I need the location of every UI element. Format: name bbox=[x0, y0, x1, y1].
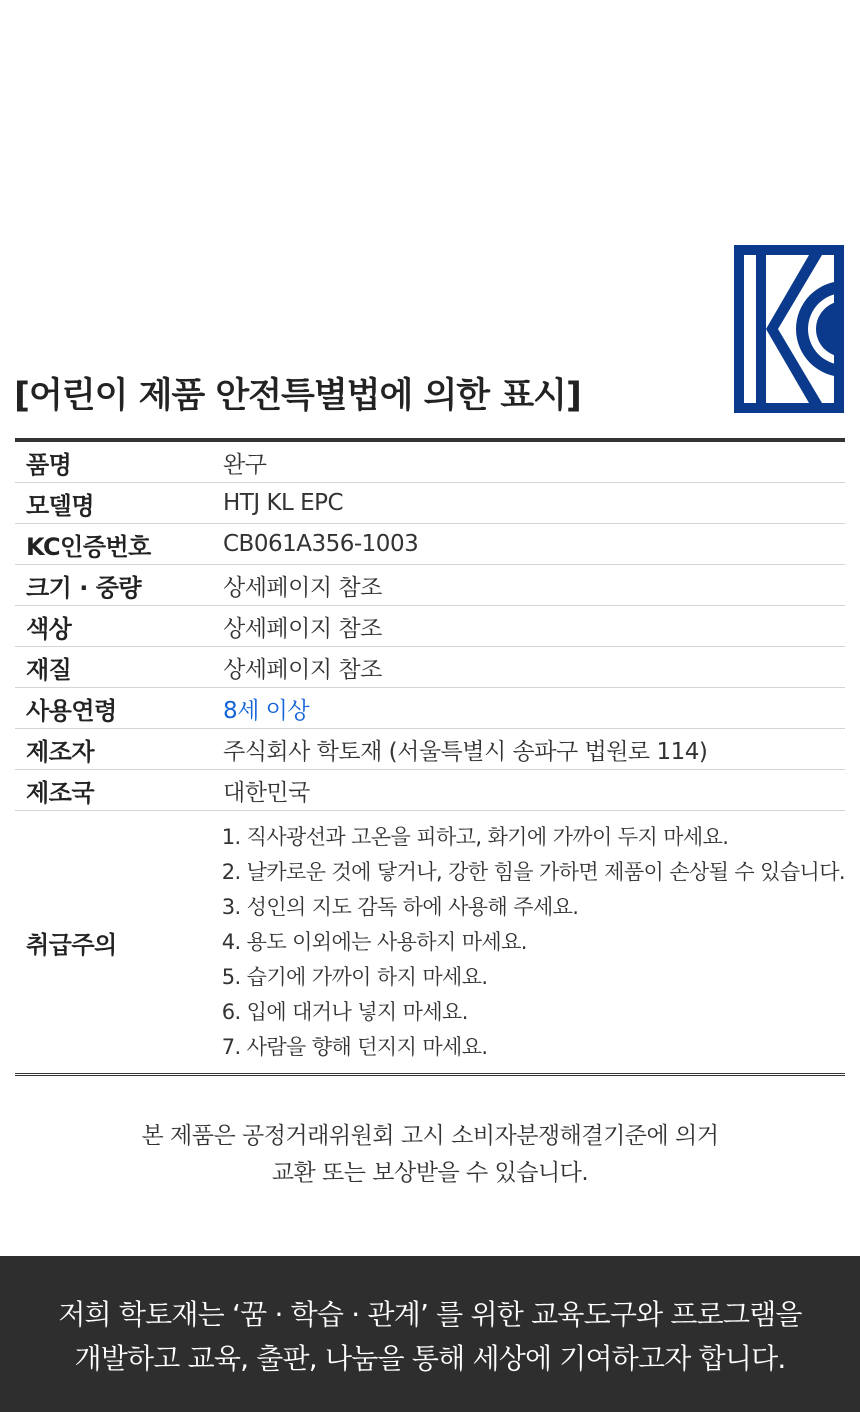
spec-row-size-weight bbox=[15, 565, 845, 606]
caution-item: 1. 직사광선과 고온을 피하고, 화기에 가까이 두지 마세요. bbox=[221, 824, 729, 849]
spec-label: 제조국 bbox=[26, 778, 95, 807]
spec-label: KC인증번호 bbox=[26, 532, 151, 561]
caution-item: 7. 사람을 향해 던지지 마세요. bbox=[221, 1034, 488, 1059]
spec-label: 색상 bbox=[26, 614, 72, 643]
spec-value: 대한민국 bbox=[223, 779, 310, 806]
caution-item: 6. 입에 대거나 넣지 마세요. bbox=[221, 999, 468, 1024]
caution-item: 2. 날카로운 것에 닿거나, 강한 힘을 가하면 제품이 손상될 수 있습니다. bbox=[221, 859, 845, 884]
spec-row-kc-number bbox=[15, 524, 845, 565]
page-title: [어린이 제품 안전특별법에 의한 표시] bbox=[14, 376, 581, 416]
spec-value: 상세페이지 참조 bbox=[223, 615, 382, 642]
spec-value: HTJ KL EPC bbox=[223, 490, 344, 516]
spec-value: CB061A356-1003 bbox=[223, 531, 419, 557]
spec-label: 재질 bbox=[26, 655, 72, 684]
spec-value: 상세페이지 참조 bbox=[223, 574, 382, 601]
spec-label: 크기 · 중량 bbox=[26, 573, 142, 602]
notice-line: 본 제품은 공정거래위원회 고시 소비자분쟁해결기준에 의거 bbox=[141, 1123, 719, 1149]
caution-list bbox=[222, 820, 845, 1065]
spec-row-manufacturer bbox=[15, 729, 845, 770]
footer-banner bbox=[0, 1256, 860, 1412]
spec-row-color bbox=[15, 606, 845, 647]
spec-row-product-name bbox=[15, 442, 845, 483]
caution-item: 5. 습기에 가까이 하지 마세요. bbox=[221, 964, 488, 989]
notice-line: 교환 또는 보상받을 수 있습니다. bbox=[271, 1160, 589, 1186]
footer-line: 저희 학토재는 ‘꿈 · 학습 · 관계’ 를 위한 교육도구와 프로그램을 bbox=[58, 1298, 802, 1331]
spec-row-caution bbox=[15, 811, 845, 1073]
caution-item: 4. 용도 이외에는 사용하지 마세요. bbox=[221, 929, 527, 954]
kc-certification-logo bbox=[734, 245, 844, 413]
spec-row-country bbox=[15, 770, 845, 811]
spec-value: 완구 bbox=[223, 451, 267, 478]
caution-item: 3. 성인의 지도 감독 하에 사용해 주세요. bbox=[221, 894, 579, 919]
refund-notice bbox=[0, 1118, 860, 1192]
spec-row-age bbox=[15, 688, 845, 729]
spec-value: 상세페이지 참조 bbox=[223, 656, 382, 683]
spec-row-material bbox=[15, 647, 845, 688]
spec-row-model-name bbox=[15, 483, 845, 524]
spec-value-age: 8세 이상 bbox=[223, 697, 310, 724]
spec-label: 모델명 bbox=[26, 491, 95, 520]
footer-line: 개발하고 교육, 출판, 나눔을 통해 세상에 기여하고자 합니다. bbox=[74, 1342, 786, 1375]
spec-label: 취급주의 bbox=[26, 930, 117, 959]
spec-label: 사용연령 bbox=[26, 696, 117, 725]
product-spec-table bbox=[15, 438, 845, 1076]
spec-label: 제조자 bbox=[26, 737, 95, 766]
spec-label: 품명 bbox=[26, 450, 72, 479]
spec-value: 주식회사 학토재 (서울특별시 송파구 법원로 114) bbox=[223, 738, 708, 765]
